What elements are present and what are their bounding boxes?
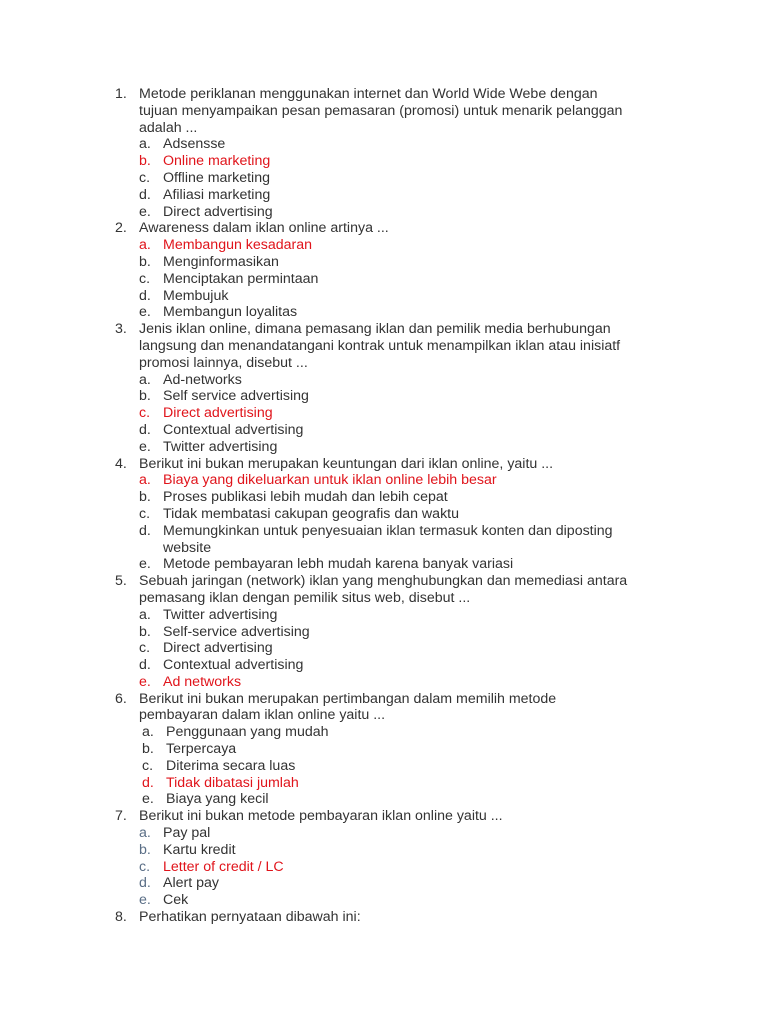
option-letter: b. [139, 489, 151, 506]
question-number: 7. [115, 808, 127, 825]
option-letter: c. [142, 757, 154, 774]
option-letter: a. [139, 371, 151, 388]
option-letter: b. [142, 741, 154, 758]
option-letter: d. [139, 287, 151, 304]
option-text: Penggunaan yang mudah [166, 724, 329, 741]
option-letter: d. [142, 774, 154, 791]
option-letter: c. [139, 858, 151, 875]
option-text: Self service advertising [163, 388, 309, 405]
option-letter: a. [139, 606, 151, 623]
option-d-correct [0, 775, 768, 792]
option-letter: e. [139, 673, 151, 690]
option-letter: d. [139, 657, 151, 674]
option-letter: a. [142, 724, 154, 741]
question-line [0, 355, 768, 372]
option-d [0, 187, 768, 204]
option-text: Direct advertising [163, 640, 273, 657]
question-line [0, 86, 768, 103]
question-number: 1. [115, 86, 127, 102]
option-c [0, 640, 768, 657]
option-b [0, 741, 768, 758]
option-text: Twitter advertising [163, 438, 278, 455]
question-text: Jenis iklan online, dimana pemasang iklan dan pemilik media berhubungan [139, 321, 611, 338]
question-2 [0, 220, 768, 321]
option-text: Adsensse [163, 136, 226, 153]
option-a-correct [0, 472, 768, 489]
option-d [0, 288, 768, 305]
question-line [0, 590, 768, 607]
option-text: Ad-networks [163, 371, 242, 388]
option-text: website [163, 539, 212, 556]
option-text: Membangun kesadaran [163, 237, 313, 254]
question-text: Berikut ini bukan merupakan pertimbangan dalam memilih metode [139, 690, 557, 707]
option-text: Self-service advertising [163, 623, 310, 640]
option-c-correct [0, 859, 768, 876]
option-text: Direct advertising [163, 405, 273, 422]
option-a [0, 136, 768, 153]
option-a [0, 607, 768, 624]
option-letter: b. [139, 841, 151, 858]
question-8 [0, 909, 768, 926]
option-d [0, 422, 768, 439]
option-e [0, 556, 768, 573]
option-letter: b. [139, 153, 151, 170]
question-number: 4. [115, 455, 127, 472]
question-line [0, 909, 768, 926]
option-letter: e. [139, 556, 151, 573]
question-text: adalah ... [139, 119, 198, 136]
question-text: Berikut ini bukan metode pembayaran iklan online yaitu ... [139, 808, 503, 825]
question-3 [0, 321, 768, 455]
option-letter: c. [139, 169, 151, 186]
question-line [0, 220, 768, 237]
option-text: Membangun loyalitas [163, 304, 298, 321]
option-letter: a. [139, 237, 151, 254]
option-b-correct [0, 153, 768, 170]
option-text: Afiliasi marketing [163, 186, 271, 203]
question-line [0, 120, 768, 137]
option-letter: e. [139, 438, 151, 455]
option-text: Letter of credit / LC [163, 858, 284, 875]
question-line [0, 338, 768, 355]
option-text: Pay pal [163, 825, 211, 842]
option-text: Contextual advertising [163, 657, 304, 674]
question-line [0, 573, 768, 590]
question-5 [0, 573, 768, 691]
option-e [0, 791, 768, 808]
question-text: langsung dan menandatangani kontrak untuk menampilkan iklan atau inisiatf [139, 337, 621, 354]
question-text: pembayaran dalam iklan online yaitu ... [139, 707, 386, 724]
option-text: Diterima secara luas [166, 757, 296, 774]
option-text: Biaya yang kecil [166, 791, 269, 808]
option-text: Menciptakan permintaan [163, 270, 319, 287]
option-text: Biaya yang dikeluarkan untuk iklan online lebih besar [163, 472, 497, 489]
question-1 [0, 86, 768, 220]
option-d [0, 657, 768, 674]
question-text: Sebuah jaringan (network) iklan yang menghubungkan dan memediasi antara [139, 573, 628, 590]
question-text: promosi lainnya, disebut ... [139, 354, 308, 371]
question-text: pemasang iklan dengan pemilik situs web, disebut ... [139, 589, 471, 606]
option-letter: e. [139, 892, 151, 909]
option-d-continuation [0, 540, 768, 557]
option-text: Terpercaya [166, 741, 237, 758]
option-c [0, 506, 768, 523]
question-text: tujuan menyampaikan pesan pemasaran (promosi) untuk menarik pelanggan [139, 102, 623, 119]
question-text: Perhatikan pernyataan dibawah ini: [139, 909, 361, 926]
option-c-correct [0, 405, 768, 422]
option-text: Direct advertising [163, 203, 273, 220]
option-text: Proses publikasi lebih mudah dan lebih cepat [163, 489, 448, 506]
question-line [0, 707, 768, 724]
question-6 [0, 691, 768, 809]
option-a-correct [0, 237, 768, 254]
option-b [0, 254, 768, 271]
option-letter: c. [139, 270, 151, 287]
question-4 [0, 456, 768, 574]
option-letter: c. [139, 640, 151, 657]
option-c [0, 170, 768, 187]
option-d [0, 875, 768, 892]
option-text: Kartu kredit [163, 841, 236, 858]
option-c [0, 758, 768, 775]
option-b [0, 489, 768, 506]
option-letter: d. [139, 421, 151, 438]
option-a [0, 724, 768, 741]
option-text: Tidak membatasi cakupan geografis dan waktu [163, 505, 459, 522]
option-e [0, 892, 768, 909]
option-letter: d. [139, 186, 151, 203]
option-text: Ad networks [163, 673, 242, 690]
option-text: Menginformasikan [163, 253, 279, 270]
option-d [0, 523, 768, 540]
option-letter: a. [139, 825, 151, 842]
question-list [0, 86, 768, 926]
option-a [0, 372, 768, 389]
question-line [0, 456, 768, 473]
option-a [0, 825, 768, 842]
option-text: Alert pay [163, 875, 219, 892]
option-letter: c. [139, 505, 151, 522]
question-line [0, 103, 768, 120]
option-letter: a. [139, 136, 151, 153]
question-line [0, 321, 768, 338]
question-number: 5. [115, 573, 127, 590]
option-text: Metode pembayaran lebh mudah karena banyak variasi [163, 556, 514, 573]
option-text: Contextual advertising [163, 421, 304, 438]
option-letter: e. [142, 791, 154, 808]
option-text: Online marketing [163, 153, 271, 170]
option-letter: a. [139, 472, 151, 489]
option-e [0, 304, 768, 321]
option-text: Tidak dibatasi jumlah [166, 774, 299, 791]
question-number: 2. [115, 220, 127, 237]
question-text: Berikut ini bukan merupakan keuntungan dari iklan online, yaitu ... [139, 455, 554, 472]
option-text: Membujuk [163, 287, 229, 304]
option-text: Cek [163, 892, 189, 909]
option-c [0, 271, 768, 288]
option-text: Twitter advertising [163, 606, 278, 623]
option-letter: e. [139, 304, 151, 321]
option-letter: b. [139, 388, 151, 405]
question-number: 6. [115, 690, 127, 707]
option-letter: d. [139, 875, 151, 892]
option-text: Offline marketing [163, 169, 270, 186]
question-line [0, 691, 768, 708]
option-letter: b. [139, 253, 151, 270]
question-number: 3. [115, 321, 127, 338]
option-letter: b. [139, 623, 151, 640]
question-7 [0, 808, 768, 909]
option-e [0, 439, 768, 456]
question-line [0, 808, 768, 825]
option-e-correct [0, 674, 768, 691]
option-b [0, 624, 768, 641]
option-letter: c. [139, 405, 151, 422]
option-letter: e. [139, 203, 151, 220]
option-b [0, 388, 768, 405]
option-b [0, 842, 768, 859]
question-number: 8. [115, 909, 127, 926]
option-e [0, 204, 768, 221]
question-text: Metode periklanan menggunakan internet dan World Wide Webe dengan [139, 86, 598, 102]
option-letter: d. [139, 522, 151, 539]
question-text: Awareness dalam iklan online artinya ... [139, 220, 389, 237]
option-text: Memungkinkan untuk penyesuaian iklan termasuk konten dan diposting [163, 522, 613, 539]
